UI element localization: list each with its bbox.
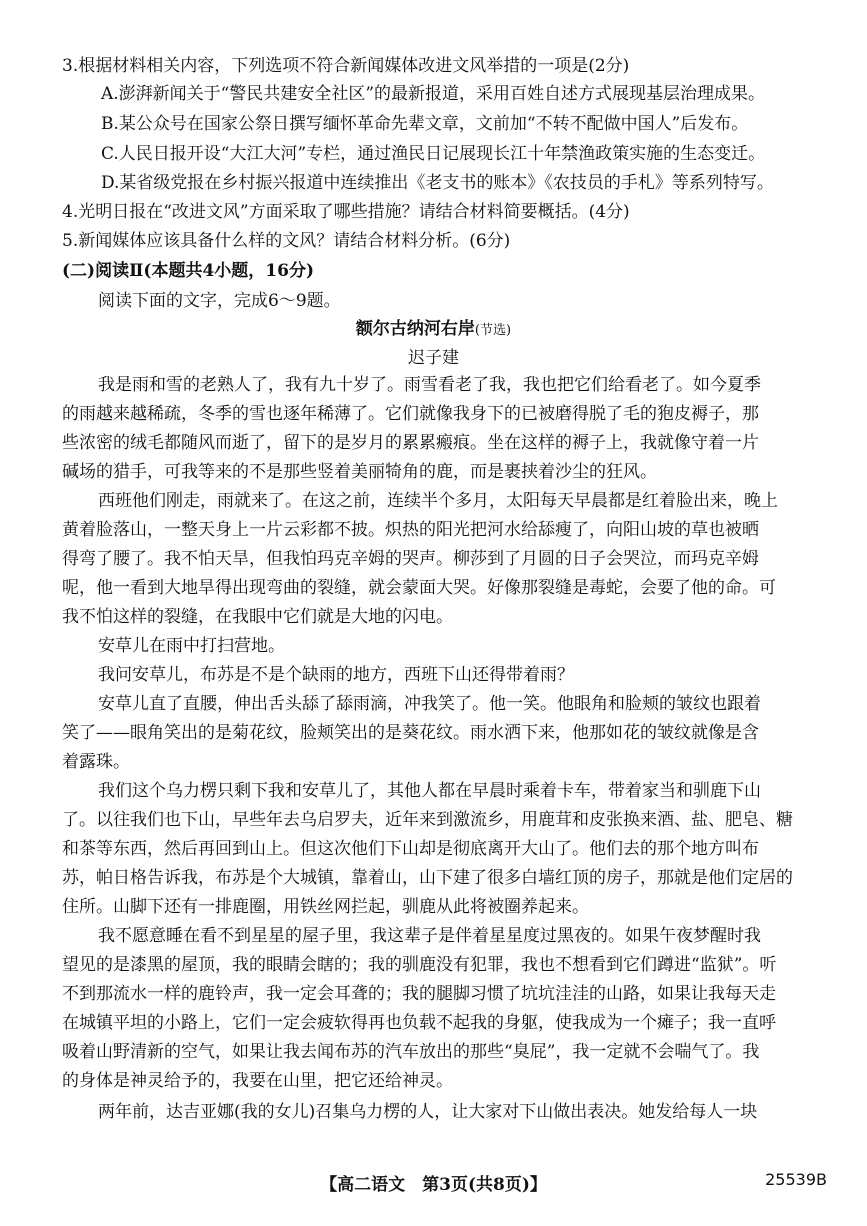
question-3-option-c: C.人民日报开设“大江大河”专栏，通过渔民日记展现长江十年禁渔政策实施的生态变迁。 [101, 144, 766, 164]
article-line: 我问安草儿，布苏是不是个缺雨的地方，西班下山还得带着雨？ [98, 665, 574, 685]
article-line: 着露珠。 [62, 752, 130, 772]
article-line: 了。以往我们也下山，早些年去乌启罗夫，近年来到激流乡，用鹿茸和皮张换来酒、盐、肥皂、糖 [62, 810, 793, 830]
article-line: 我是雨和雪的老熟人了，我有九十岁了。雨雪看老了我，我也把它们给看老了。如今夏季 [98, 375, 761, 395]
section-instruction: 阅读下面的文字，完成6～9题。 [98, 291, 341, 311]
question-3-option-b: B.某公众号在国家公祭日撰写缅怀革命先辈文章，文前加“不转不配做中国人”后发布。 [101, 114, 749, 134]
article-line: 不到那流水一样的鹿铃声，我一定会耳聋的；我的腿脚习惯了坑坑洼洼的山路，如果让我每天走 [62, 984, 776, 1004]
article-title-note: (节选) [474, 323, 512, 338]
article-line: 住所。山脚下还有一排鹿圈，用铁丝网拦起，驯鹿从此将被圈养起来。 [62, 897, 589, 917]
article-line: 在城镇平坦的小路上，它们一定会疲软得再也负载不起我的身躯，使我成为一个瘫子；我一直呼 [62, 1013, 776, 1033]
article-line: 安草儿在雨中打扫营地。 [98, 636, 285, 656]
article-line: 两年前，达吉亚娜(我的女儿)召集乌力楞的人，让大家对下山做出表决。她发给每人一块 [98, 1102, 758, 1122]
article-line: 得弯了腰了。我不怕天旱，但我怕玛克辛姆的哭声。柳莎到了月圆的日子会哭泣，而玛克辛姆 [62, 549, 759, 569]
exam-code: 25539B [765, 1170, 827, 1189]
article-line: 我不愿意睡在看不到星星的屋子里，我这辈子是伴着星星度过黑夜的。如果午夜梦醒时我 [98, 926, 761, 946]
article-line: 吸着山野清新的空气，如果让我去闻布苏的汽车放出的那些“臭屁”，我一定就不会喘气了。我 [62, 1042, 760, 1062]
article-line: 碱场的猎手，可我等来的不是那些竖着美丽犄角的鹿，而是裹挟着沙尘的狂风。 [62, 462, 657, 482]
article-line: 和茶等东西，然后再回到山上。但这次他们下山却是彻底离开大山了。他们去的那个地方叫布 [62, 839, 759, 859]
article-line: 的身体是神灵给予的，我要在山里，把它还给神灵。 [62, 1071, 453, 1091]
section-heading: (二)阅读Ⅱ(本题共4小题，16分) [62, 261, 314, 281]
article-line: 笑了——眼角笑出的是菊花纹，脸颊笑出的是葵花纹。雨水洒下来，他那如花的皱纹就像是含 [62, 723, 759, 743]
article-line: 我们这个乌力楞只剩下我和安草儿了，其他人都在早晨时乘着卡车，带着家当和驯鹿下山 [98, 781, 761, 801]
article-line: 的雨越来越稀疏，冬季的雪也逐年稀薄了。它们就像我身下的已被磨得脱了毛的狍皮褥子，那 [62, 404, 759, 424]
article-line: 望见的是漆黑的屋顶，我的眼睛会瞎的；我的驯鹿没有犯罪，我也不想看到它们蹲进“监狱”。听 [62, 955, 777, 975]
question-3: 3.根据材料相关内容，下列选项不符合新闻媒体改进文风举措的一项是(2分) [62, 56, 630, 76]
question-4: 4.光明日报在“改进文风”方面采取了哪些措施？请结合材料简要概括。(4分) [62, 202, 630, 222]
article-line: 西班他们刚走，雨就来了。在这之前，连续半个多月，太阳每天早晨都是红着脸出来，晚上 [98, 491, 778, 511]
article-line: 安草儿直了直腰，伸出舌头舔了舔雨滴，冲我笑了。他一笑。他眼角和脸颊的皱纹也跟着 [98, 694, 761, 714]
question-5: 5.新闻媒体应该具备什么样的文风？请结合材料分析。(6分) [62, 231, 511, 251]
article-line: 些浓密的绒毛都随风而逝了，留下的是岁月的累累瘢痕。坐在这样的褥子上，我就像守着一片 [62, 433, 759, 453]
page-label: 【高二语文 第3页(共8页)】 [320, 1175, 547, 1195]
article-line: 我不怕这样的裂缝，在我眼中它们就是大地的闪电。 [62, 607, 453, 627]
article-line: 呢，他一看到大地旱得出现弯曲的裂缝，就会蒙面大哭。好像那裂缝是毒蛇，会要了他的命。可 [62, 578, 776, 598]
article-line: 黄着脸落山，一整天身上一片云彩都不披。炽热的阳光把河水给舔瘦了，向阳山坡的草也被晒 [62, 520, 759, 540]
article-author: 迟子建 [408, 348, 459, 368]
article-title-text: 额尔古纳河右岸 [355, 319, 475, 339]
article-title [0, 318, 867, 342]
question-3-option-d: D.某省级党报在乡村振兴报道中连续推出《老支书的账本》《农技员的手札》等系列特写。 [101, 173, 774, 193]
article-line: 苏，帕日格告诉我，布苏是个大城镇，靠着山，山下建了很多白墙红顶的房子，那就是他们定居的 [62, 868, 793, 888]
question-3-option-a: A.澎湃新闻关于“警民共建安全社区”的最新报道，采用百姓自述方式展现基层治理成果。 [101, 84, 766, 104]
